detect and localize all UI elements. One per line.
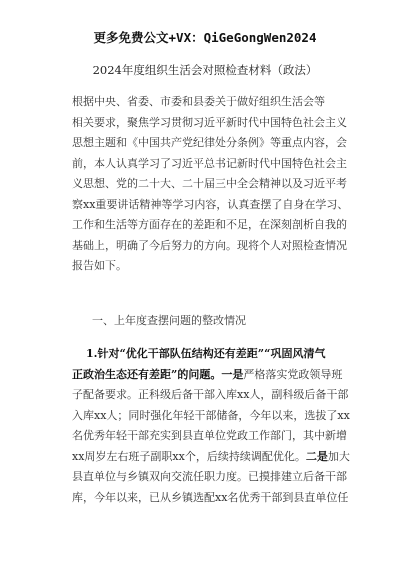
item1-label-two: 二是 xyxy=(305,449,328,463)
intro-line: 前，本人认真学习了习近平总书记新时代中国特色社会主 xyxy=(72,156,347,170)
item1-line7-text: xx周岁左右班子副职xx个，后续持续调配优化。 xyxy=(72,449,306,463)
item1-line: 县直单位与乡镇双向交流任职力度。已摸排建立后备干部 xyxy=(72,470,347,483)
intro-line: 根据中央、省委、市委和县委关于做好组织生活会等 xyxy=(72,95,325,108)
intro-line: 工作和生活等方面存在的差距和不足，在深刻剖析自我的 xyxy=(72,218,347,231)
intro-line: 思想主题和《中国共产党纪律处分条例》等重点内容，会 xyxy=(72,136,347,149)
item1-paragraph xyxy=(72,344,364,508)
intro-line: 义思想、党的二十大、二十届三中全会精神以及习近平考 xyxy=(72,177,347,190)
item1-line: 入库xx人；同时强化年轻干部储备，今年以来，选拔了xx xyxy=(72,408,350,422)
intro-line: 相关要求，聚焦学习贯彻习近平新时代中国特色社会主义 xyxy=(72,115,347,129)
item1-line7 xyxy=(72,447,364,468)
intro-line: 察xx重要讲话精神等学习内容，认真查摆了自身在学习、 xyxy=(72,197,349,211)
intro-line: 报告如下。 xyxy=(72,259,127,272)
intro-line: 基础上，明确了今后努力的方向。现将个人对照检查情况 xyxy=(72,238,347,252)
item1-line2 xyxy=(72,365,364,386)
intro-paragraph xyxy=(72,92,364,277)
item1-line: 名优秀年轻干部充实到县直单位党政工作部门，其中新增 xyxy=(72,429,347,442)
document-title: 2024年度组织生活会对照检查材料（政法） xyxy=(92,63,318,77)
item1-line7-rest: 加大 xyxy=(327,449,350,463)
item1-heading-line2: 正政治生态还有差距”的问题。 xyxy=(72,367,222,381)
item1-heading-line1: 1.针对“优化干部队伍结构还有差距”“巩固风清气 xyxy=(86,347,326,360)
item1-line: 库，今年以来，已从乡镇选配xx名优秀干部到县直单位任 xyxy=(72,490,349,504)
watermark-header: 更多免费公文+VX：QiGeGongWen2024 xyxy=(93,30,317,45)
section-heading: 一、上年度查摆问题的整改情况 xyxy=(92,314,246,327)
item1-line: 子配备要求。正科级后备干部入库xx人，副科级后备干部 xyxy=(72,388,349,401)
item1-line2-text: 严格落实党政领导班 xyxy=(243,367,343,381)
item1-label-one: 一是 xyxy=(221,367,244,381)
